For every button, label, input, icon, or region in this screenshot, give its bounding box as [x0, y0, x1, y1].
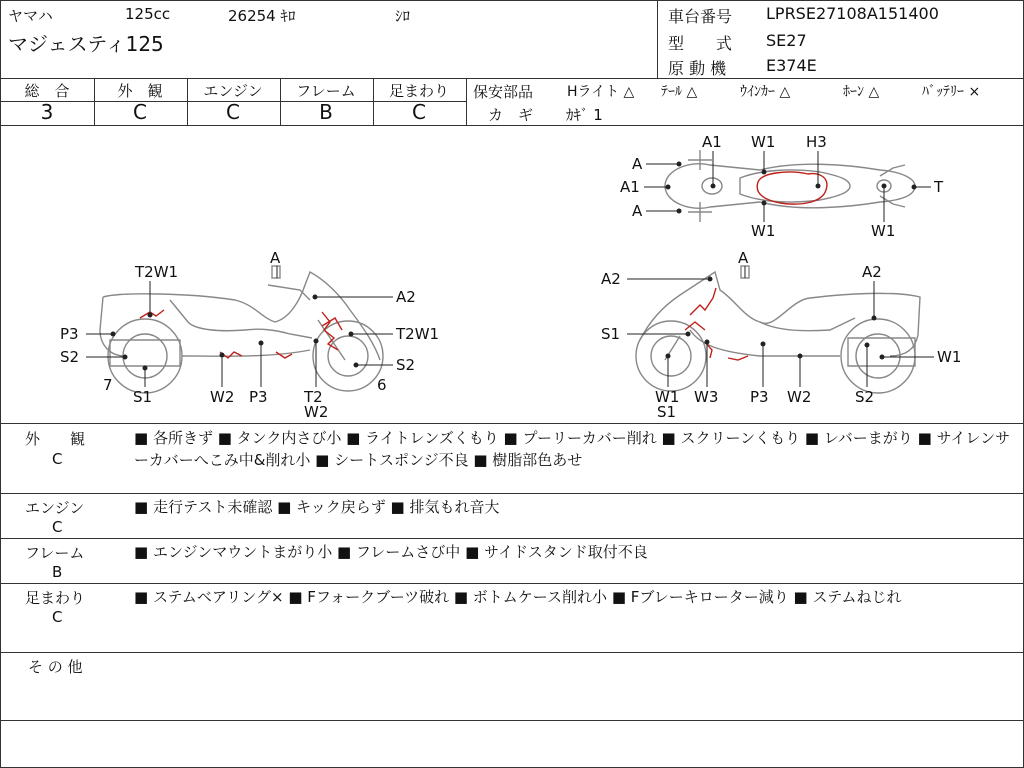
displacement: 125cc — [125, 5, 171, 23]
svg-text:W1: W1 — [655, 388, 680, 406]
engine-label: 原 動 機 — [668, 59, 727, 78]
suspension-grade: C — [412, 100, 426, 124]
left-view-scooter — [100, 266, 383, 393]
safety-label: 保安部品 — [473, 83, 534, 101]
comment-suspension-grade: C — [52, 608, 63, 626]
safety-horn: ﾎｰﾝ △ — [843, 84, 880, 100]
svg-text:W2: W2 — [304, 403, 329, 421]
svg-text:A2: A2 — [396, 288, 416, 306]
key-value: ｶｷﾞ 1 — [566, 106, 603, 124]
exterior-grade: C — [133, 100, 147, 124]
divider — [0, 538, 1024, 539]
svg-text:T2: T2 — [304, 388, 323, 406]
left-view-labels — [60, 249, 439, 421]
divider — [466, 78, 467, 125]
engine-value: E374E — [766, 56, 817, 75]
svg-text:A: A — [632, 155, 643, 173]
safety-headlight: Hライト △ — [567, 84, 635, 100]
svg-text:A1: A1 — [620, 178, 640, 196]
svg-text:H3: H3 — [806, 133, 827, 151]
svg-text:A: A — [738, 249, 749, 267]
svg-text:W1: W1 — [871, 222, 896, 240]
suspension-grade-label: 足まわり — [388, 82, 449, 100]
svg-text:P3: P3 — [249, 388, 268, 406]
comment-exterior-label: 外 観 — [25, 430, 86, 448]
overall-label: 総 合 — [24, 82, 70, 100]
type-label: 型 式 — [668, 34, 733, 53]
comment-exterior-grade: C — [52, 450, 63, 468]
divider — [0, 583, 1024, 584]
divider — [0, 423, 1024, 424]
divider — [0, 78, 1024, 79]
svg-text:6: 6 — [377, 376, 387, 394]
svg-text:S2: S2 — [60, 348, 80, 366]
svg-text:S2: S2 — [855, 388, 875, 406]
right-view-scooter — [636, 266, 920, 393]
comment-engine-label: エンジン — [25, 499, 85, 517]
divider — [657, 0, 658, 78]
safety-battery: ﾊﾞｯﾃﾘｰ × — [922, 84, 981, 100]
top-view-labels — [620, 133, 944, 240]
svg-text:W1: W1 — [751, 133, 776, 151]
svg-text:S1: S1 — [657, 403, 677, 421]
svg-text:P3: P3 — [60, 325, 79, 343]
frame-no: LPRSE27108A151400 — [766, 4, 939, 23]
svg-text:S2: S2 — [396, 356, 416, 374]
frame-no-label: 車台番号 — [668, 7, 733, 26]
svg-text:W2: W2 — [787, 388, 812, 406]
safety-winker: ｳｲﾝｶｰ △ — [740, 84, 791, 100]
svg-text:T2W1: T2W1 — [396, 325, 440, 343]
exterior-label: 外 観 — [117, 82, 163, 100]
divider — [0, 652, 1024, 653]
comment-frame-label: フレーム — [25, 544, 85, 562]
frame-grade-label: フレーム — [296, 82, 356, 100]
svg-text:S1: S1 — [601, 325, 621, 343]
color: ｼﾛ — [395, 7, 411, 25]
model-name: マジェスティ125 — [8, 32, 164, 56]
comment-frame-grade: B — [52, 563, 63, 581]
maker: ヤマハ — [8, 7, 53, 25]
frame-grade: B — [319, 100, 333, 124]
svg-text:W2: W2 — [210, 388, 235, 406]
comment-other-label: そ の 他 — [28, 658, 83, 676]
svg-text:A: A — [632, 202, 643, 220]
divider — [0, 720, 1024, 721]
svg-text:A2: A2 — [601, 270, 621, 288]
engine-grade: C — [226, 100, 240, 124]
svg-text:A: A — [270, 249, 281, 267]
comment-engine-grade: C — [52, 518, 63, 536]
svg-text:A2: A2 — [862, 263, 882, 281]
key-label: カ ギ — [488, 106, 534, 124]
type-value: SE27 — [766, 31, 807, 50]
mileage: 26254 ｷﾛ — [228, 7, 296, 25]
comment-suspension-label: 足まわり — [25, 589, 86, 607]
divider — [0, 493, 1024, 494]
overall-grade: 3 — [40, 100, 54, 124]
svg-text:T: T — [934, 178, 944, 196]
svg-text:P3: P3 — [750, 388, 769, 406]
right-view-labels — [601, 249, 961, 421]
svg-text:T2W1: T2W1 — [135, 263, 179, 281]
svg-text:A1: A1 — [702, 133, 722, 151]
comment-frame-text: ■ エンジンマウントまがり小 ■ フレームさび中 ■ サイドスタンド取付不良 — [134, 543, 648, 561]
svg-text:W1: W1 — [751, 222, 776, 240]
svg-text:W1: W1 — [937, 348, 962, 366]
comment-suspension-text: ■ ステムベアリング× ■ Fフォークブーツ破れ ■ ボトムケース削れ小 ■ Fブレーキローター減り ■ ステムねじれ — [134, 588, 902, 606]
comment-engine-text: ■ 走行テスト未確認 ■ キック戻らず ■ 排気もれ音大 — [134, 498, 500, 516]
damage-diagram — [0, 126, 1024, 422]
svg-text:W3: W3 — [694, 388, 719, 406]
engine-grade-label: エンジン — [203, 82, 263, 100]
svg-text:7: 7 — [103, 376, 113, 394]
comment-exterior-text: ■ 各所きず ■ タンク内さび小 ■ ライトレンズくもり ■ プーリーカバー削れ ■ スクリーンくもり ■ レバーまがり ■ サイレンサーカバーへこみ中&削れ小 ■ シートスポンジ不良 ■ 樹脂部色あせ — [134, 429, 1011, 469]
svg-text:S1: S1 — [133, 388, 153, 406]
top-view-scooter — [665, 150, 915, 222]
safety-tail: ﾃｰﾙ △ — [661, 84, 698, 100]
